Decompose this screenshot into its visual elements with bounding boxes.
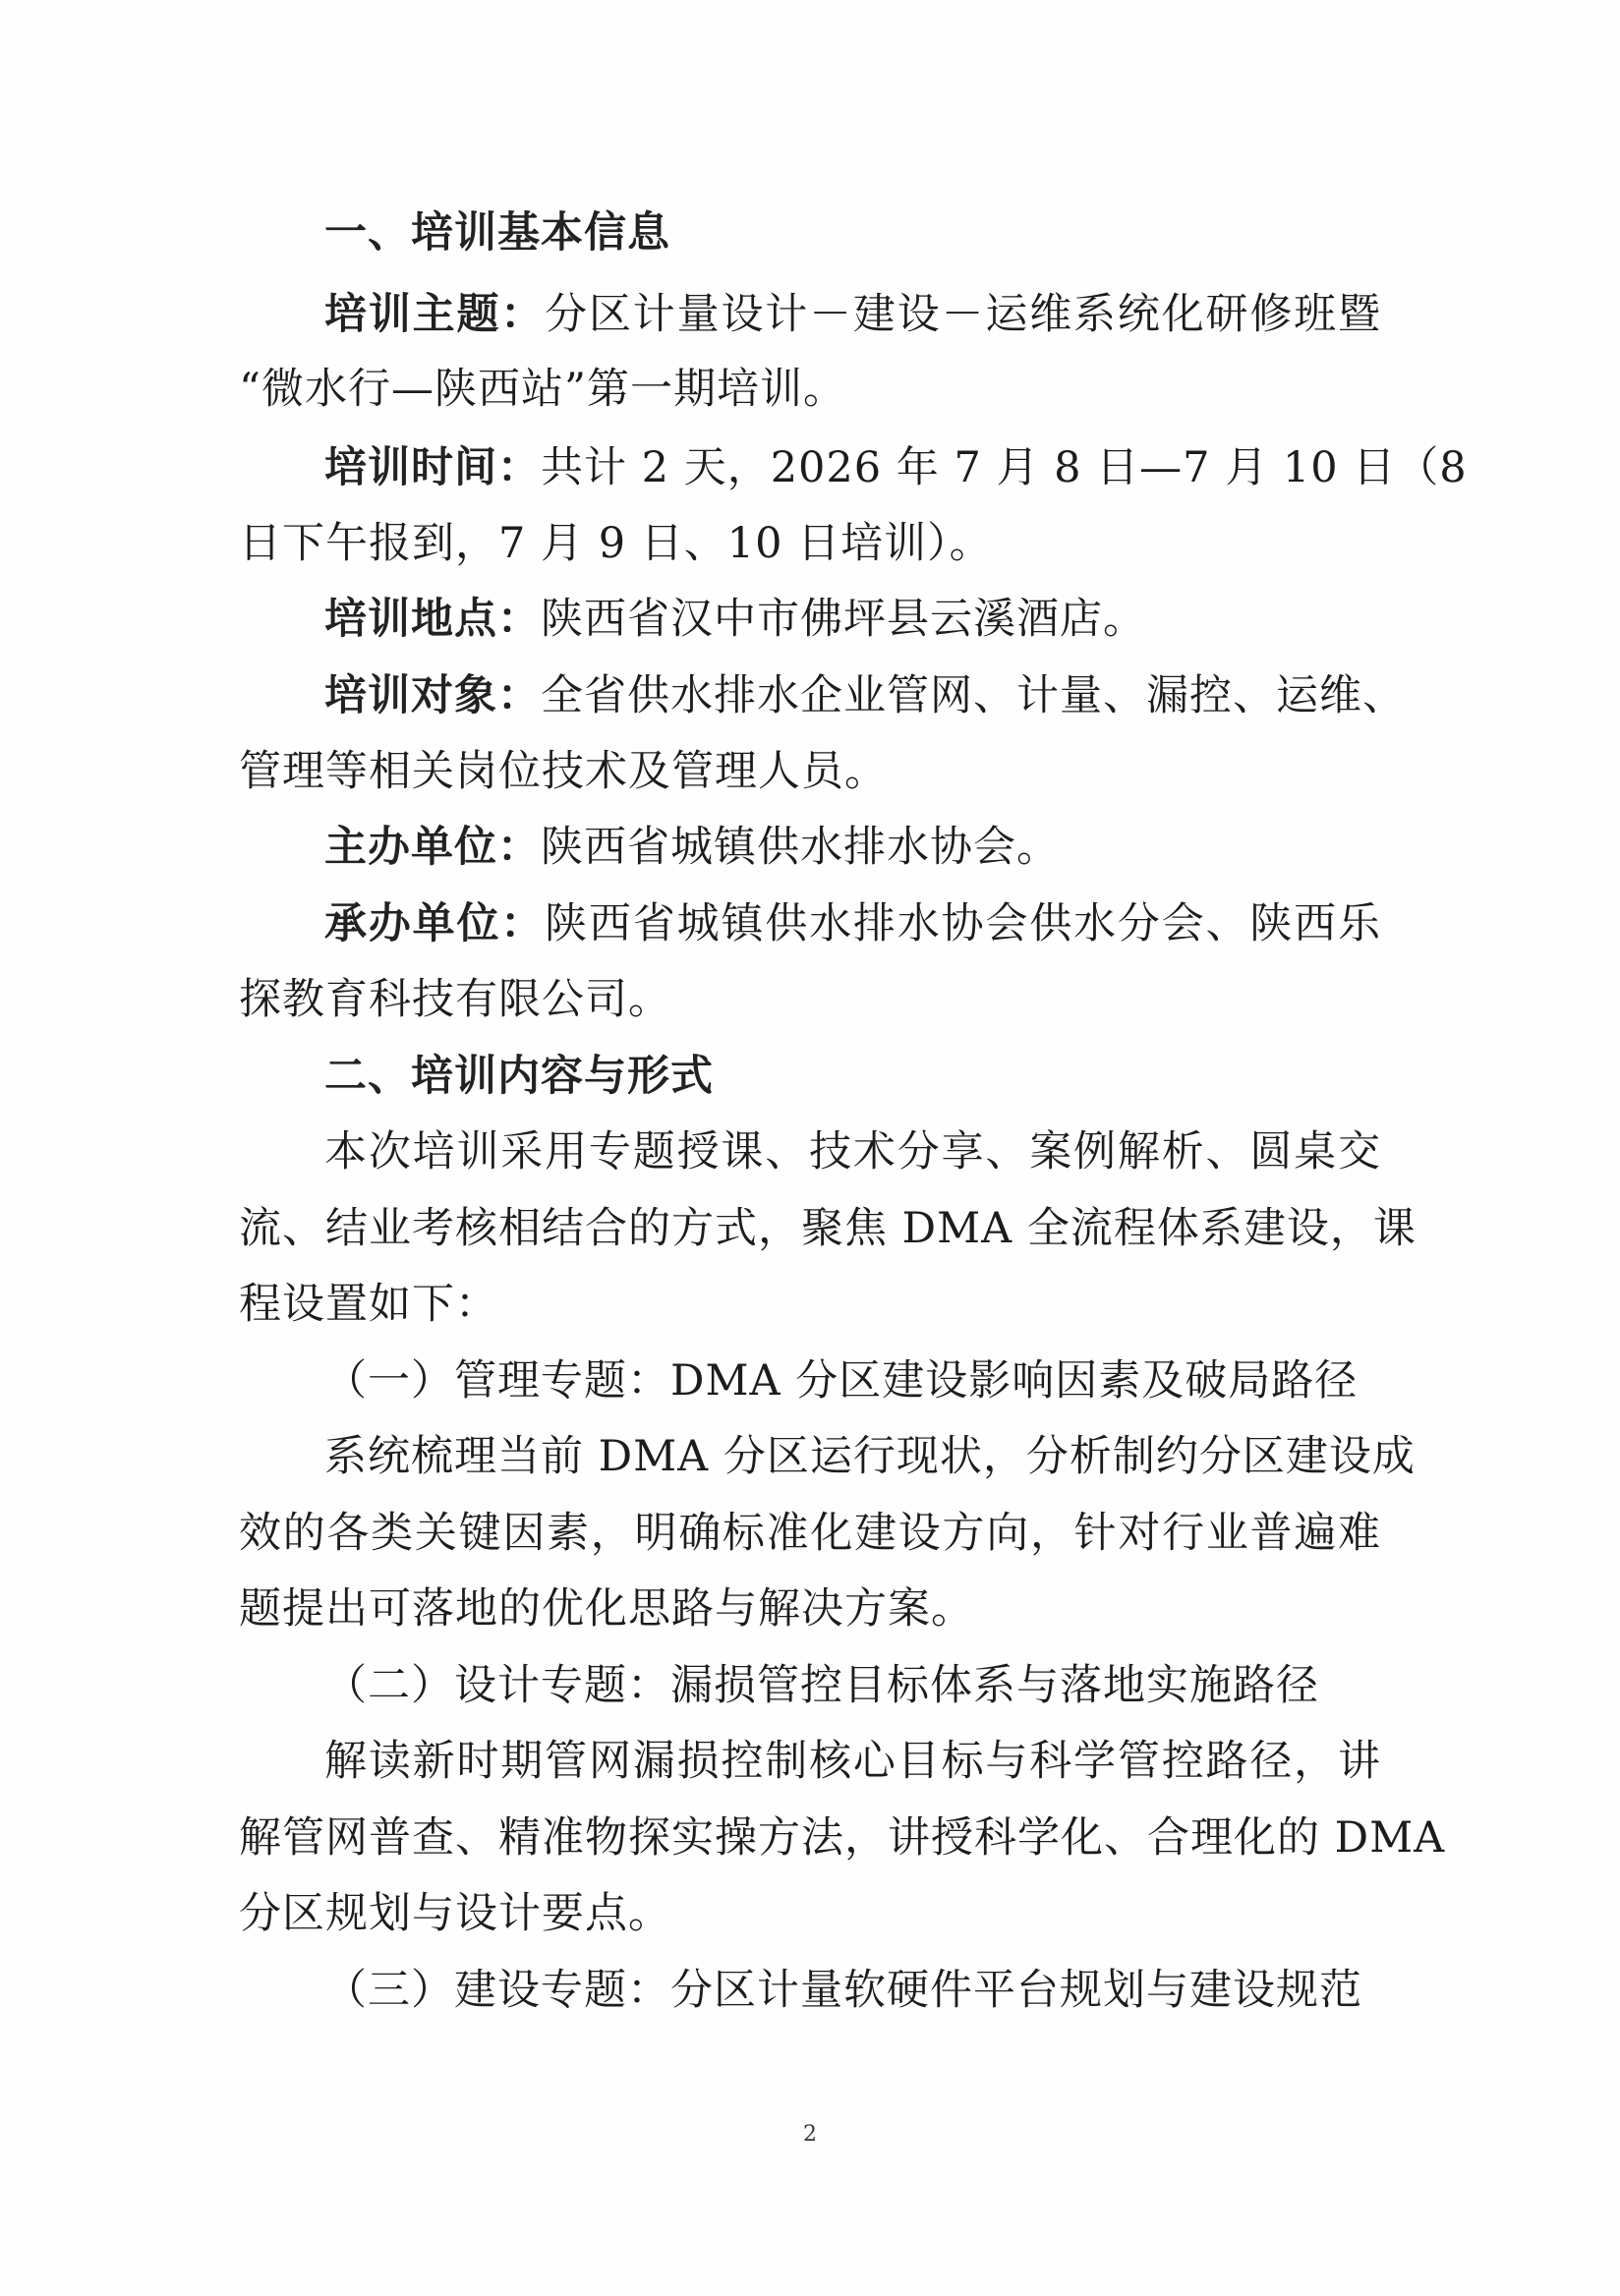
- subsection-1-title: （一）管理专题：DMA 分区建设影响因素及破局路径: [324, 1356, 1359, 1406]
- organizer-label: 承办单位：: [324, 899, 546, 948]
- place-label: 培训地点：: [324, 595, 541, 644]
- place-text: 陕西省汉中市佛坪县云溪酒店。: [541, 595, 1146, 644]
- time-text-2: 日下午报到，7 月 9 日、10 日培训）。: [239, 519, 993, 568]
- target-text-2: 管理等相关岗位技术及管理人员。: [239, 747, 888, 796]
- section-2-heading: 二、培训内容与形式: [324, 1052, 714, 1101]
- topic-line-1: [324, 285, 1381, 344]
- host-text: 陕西省城镇供水排水协会。: [541, 823, 1060, 872]
- organizer-line-1: [324, 894, 1381, 953]
- target-label: 培训对象：: [324, 671, 541, 720]
- subsection-2-title: （二）设计专题：漏损管控目标体系与落地实施路径: [324, 1661, 1319, 1710]
- sub2-line-1: 解读新时期管网漏损控制核心目标与科学管控路径，讲: [324, 1737, 1381, 1786]
- place-line: [324, 590, 1146, 649]
- sub2-line-2: 解管网普查、精准物探实操方法，讲授科学化、合理化的 DMA: [239, 1813, 1446, 1863]
- sub2-line-3: 分区规划与设计要点。: [239, 1889, 671, 1938]
- intro-line-2: 流、结业考核相结合的方式，聚焦 DMA 全流程体系建设，课: [239, 1204, 1417, 1253]
- sub1-line-3: 题提出可落地的优化思路与解决方案。: [239, 1584, 974, 1634]
- intro-line-1: 本次培训采用专题授课、技术分享、案例解析、圆桌交: [324, 1127, 1381, 1177]
- sub1-line-2: 效的各类关键因素，明确标准化建设方向，针对行业普遍难: [239, 1509, 1381, 1558]
- target-line-1: [324, 666, 1406, 725]
- topic-text-1: 分区计量设计－建设－运维系统化研修班暨: [545, 290, 1382, 339]
- organizer-text-2: 探教育科技有限公司。: [239, 975, 671, 1024]
- subsection-3-title: （三）建设专题：分区计量软硬件平台规划与建设规范: [324, 1966, 1362, 2015]
- host-label: 主办单位：: [324, 823, 541, 872]
- topic-label: 培训主题：: [324, 290, 546, 339]
- target-text-1: 全省供水排水企业管网、计量、漏控、运维、: [541, 671, 1406, 720]
- intro-line-3: 程设置如下：: [239, 1280, 498, 1329]
- time-label: 培训时间：: [324, 443, 541, 492]
- time-line-1: [324, 438, 1468, 497]
- sub1-line-1: 系统梳理当前 DMA 分区运行现状，分析制约分区建设成: [324, 1432, 1416, 1481]
- time-text-1: 共计 2 天，2026 年 7 月 8 日—7 月 10 日（8: [541, 443, 1468, 492]
- page-number: 2: [803, 2122, 817, 2147]
- host-line: [324, 818, 1060, 877]
- section-1-heading: 一、培训基本信息: [324, 208, 670, 258]
- organizer-text-1: 陕西省城镇供水排水协会供水分会、陕西乐: [545, 899, 1382, 948]
- topic-text-2: “微水行—陕西站”第一期培训。: [239, 365, 846, 414]
